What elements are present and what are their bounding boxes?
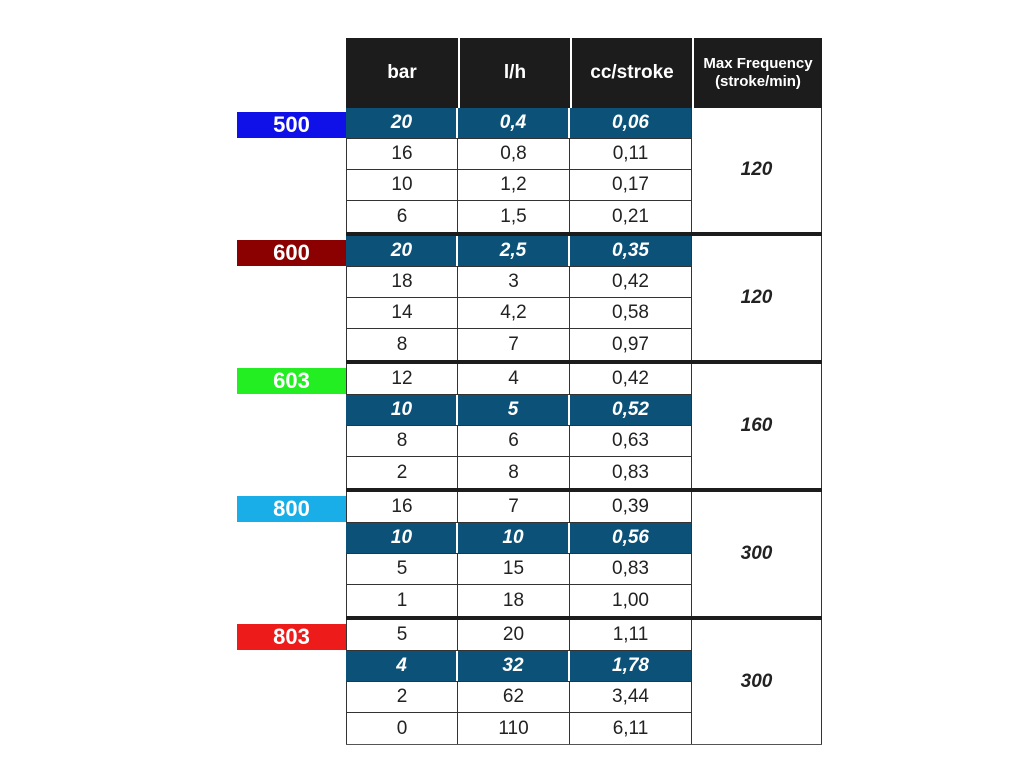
flow-cell: 0,4 bbox=[458, 108, 570, 138]
bar-cell: 10 bbox=[346, 170, 458, 200]
flow-cell: 110 bbox=[458, 713, 570, 744]
max-frequency-cell: 300 bbox=[692, 620, 822, 744]
bar-cell: 2 bbox=[346, 682, 458, 712]
table-row bbox=[346, 139, 692, 170]
performance-table bbox=[346, 38, 822, 745]
bar-cell: 14 bbox=[346, 298, 458, 328]
table-row bbox=[346, 457, 692, 488]
bar-cell: 20 bbox=[346, 108, 458, 138]
cc-cell: 0,56 bbox=[570, 523, 692, 553]
flow-cell: 20 bbox=[458, 620, 570, 650]
flow-cell: 15 bbox=[458, 554, 570, 584]
bar-cell: 20 bbox=[346, 236, 458, 266]
cc-cell: 0,83 bbox=[570, 554, 692, 584]
cc-cell: 0,42 bbox=[570, 267, 692, 297]
flow-cell: 1,5 bbox=[458, 201, 570, 232]
table-row bbox=[346, 267, 692, 298]
cc-cell: 0,39 bbox=[570, 492, 692, 522]
flow-cell: 2,5 bbox=[458, 236, 570, 266]
bar-cell: 5 bbox=[346, 554, 458, 584]
model-group-600 bbox=[346, 236, 822, 364]
header-flow-rate: l/h bbox=[458, 38, 570, 108]
flow-cell: 10 bbox=[458, 523, 570, 553]
bar-cell: 8 bbox=[346, 426, 458, 456]
table-row bbox=[346, 170, 692, 201]
bar-cell: 1 bbox=[346, 585, 458, 616]
table-row bbox=[346, 523, 692, 554]
header-cc-stroke: cc/stroke bbox=[570, 38, 692, 108]
cc-cell: 0,42 bbox=[570, 364, 692, 394]
model-group-800 bbox=[346, 492, 822, 620]
cc-cell: 0,35 bbox=[570, 236, 692, 266]
bar-cell: 4 bbox=[346, 651, 458, 681]
table-row bbox=[346, 329, 692, 360]
model-badge-600: 600 bbox=[237, 240, 346, 266]
cc-cell: 0,06 bbox=[570, 108, 692, 138]
flow-cell: 6 bbox=[458, 426, 570, 456]
max-frequency-cell: 120 bbox=[692, 236, 822, 360]
cc-cell: 0,97 bbox=[570, 329, 692, 360]
bar-cell: 16 bbox=[346, 139, 458, 169]
flow-cell: 8 bbox=[458, 457, 570, 488]
bar-cell: 16 bbox=[346, 492, 458, 522]
table-row bbox=[346, 492, 692, 523]
cc-cell: 0,63 bbox=[570, 426, 692, 456]
cc-cell: 0,83 bbox=[570, 457, 692, 488]
model-badge-800: 800 bbox=[237, 496, 346, 522]
table-row bbox=[346, 298, 692, 329]
model-group-500 bbox=[346, 108, 822, 236]
cc-cell: 0,17 bbox=[570, 170, 692, 200]
bar-cell: 2 bbox=[346, 457, 458, 488]
model-badge-603: 603 bbox=[237, 368, 346, 394]
bar-cell: 8 bbox=[346, 329, 458, 360]
table-row bbox=[346, 713, 692, 744]
flow-cell: 1,2 bbox=[458, 170, 570, 200]
cc-cell: 1,00 bbox=[570, 585, 692, 616]
table-row bbox=[346, 201, 692, 232]
cc-cell: 0,52 bbox=[570, 395, 692, 425]
flow-cell: 4,2 bbox=[458, 298, 570, 328]
table-row bbox=[346, 395, 692, 426]
flow-cell: 5 bbox=[458, 395, 570, 425]
bar-cell: 5 bbox=[346, 620, 458, 650]
table-row bbox=[346, 364, 692, 395]
table-row bbox=[346, 554, 692, 585]
max-frequency-cell: 160 bbox=[692, 364, 822, 488]
model-badge-500: 500 bbox=[237, 112, 346, 138]
model-badge-803: 803 bbox=[237, 624, 346, 650]
flow-cell: 62 bbox=[458, 682, 570, 712]
model-group-803 bbox=[346, 620, 822, 745]
cc-cell: 1,11 bbox=[570, 620, 692, 650]
table-row bbox=[346, 682, 692, 713]
table-row bbox=[346, 585, 692, 616]
cc-cell: 0,21 bbox=[570, 201, 692, 232]
table-row bbox=[346, 426, 692, 457]
flow-cell: 4 bbox=[458, 364, 570, 394]
max-frequency-cell: 120 bbox=[692, 108, 822, 232]
header-bar: bar bbox=[387, 62, 417, 83]
flow-cell: 7 bbox=[458, 492, 570, 522]
table-row bbox=[346, 236, 692, 267]
model-group-603 bbox=[346, 364, 822, 492]
bar-cell: 0 bbox=[346, 713, 458, 744]
header-max-frequency: Max Frequency (stroke/min) bbox=[692, 38, 822, 108]
max-frequency-cell: 300 bbox=[692, 492, 822, 616]
cc-cell: 0,11 bbox=[570, 139, 692, 169]
table-row bbox=[346, 651, 692, 682]
flow-cell: 0,8 bbox=[458, 139, 570, 169]
cc-cell: 1,78 bbox=[570, 651, 692, 681]
table-header bbox=[346, 38, 822, 108]
flow-cell: 32 bbox=[458, 651, 570, 681]
flow-cell: 18 bbox=[458, 585, 570, 616]
flow-cell: 3 bbox=[458, 267, 570, 297]
cc-cell: 6,11 bbox=[570, 713, 692, 744]
bar-cell: 12 bbox=[346, 364, 458, 394]
cc-cell: 3,44 bbox=[570, 682, 692, 712]
bar-cell: 6 bbox=[346, 201, 458, 232]
table-row bbox=[346, 620, 692, 651]
bar-cell: 10 bbox=[346, 523, 458, 553]
bar-cell: 10 bbox=[346, 395, 458, 425]
bar-cell: 18 bbox=[346, 267, 458, 297]
flow-cell: 7 bbox=[458, 329, 570, 360]
table-row bbox=[346, 108, 692, 139]
cc-cell: 0,58 bbox=[570, 298, 692, 328]
